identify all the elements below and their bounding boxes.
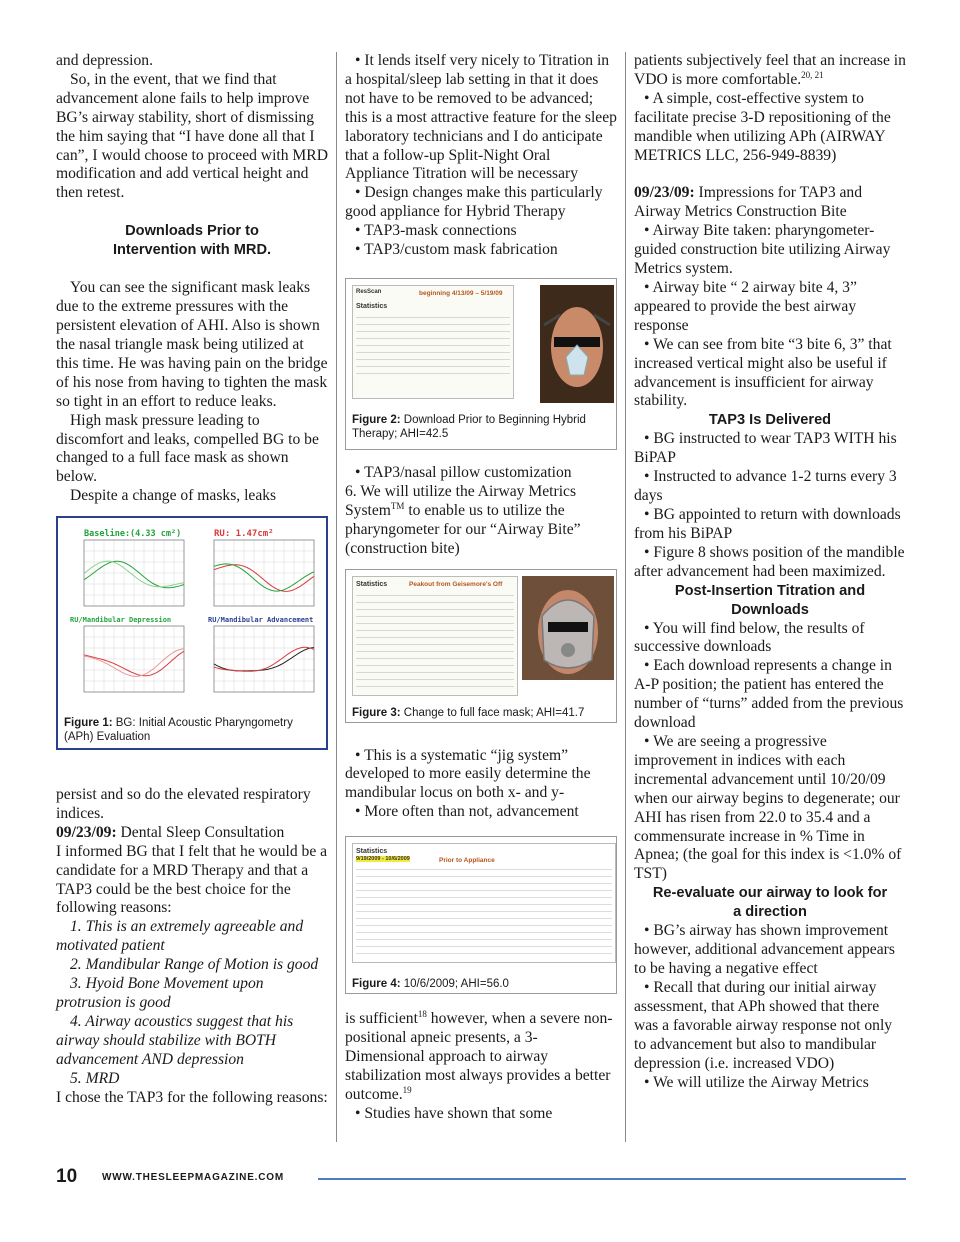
figure-2 (345, 278, 617, 450)
bullet: • BG instructed to wear TAP3 WITH his BiPAP (634, 430, 897, 467)
footer-url: WWW.THESLEEPMAGAZINE.COM (102, 1172, 284, 1183)
panel-title: RU: 1.47cm² (214, 529, 274, 540)
bullet: • We can see from bite “3 bite 6, 3” that increased vertical might also be useful if advancement is insufficient for airway stability. (634, 335, 892, 410)
panel-title: RU/Mandibular Advancement (208, 616, 314, 625)
paragraph: 09/23/09: Impressions for TAP3 and Airway Metrics Construction Bite (634, 184, 863, 221)
bullet: • Recall that during our initial airway assessment, that APh showed that there was a favorable airway response not only to advancement but also to mandibular depression (i.e. increased VDO) (634, 978, 893, 1072)
bullet: • This is a systematic “jig system” developed to more easily determine the mandibular locus on both x- and y- (345, 746, 591, 802)
reason: 4. Airway acoustics suggest that his airway should stabilize with BOTH advancement AND depression (56, 1012, 294, 1068)
patient-photo (522, 576, 614, 680)
bullet: • Design changes make this particularly good appliance for Hybrid Therapy (345, 184, 603, 221)
column-divider (336, 52, 337, 1142)
figure-caption: Figure 2: Download Prior to Beginning Hybrid Therapy; AHI=42.5 (352, 413, 586, 440)
bullet: • TAP3/custom mask fabrication (355, 241, 558, 259)
bullet: • BG appointed to return with downloads from his BiPAP (634, 505, 901, 542)
figure-caption: Figure 4: 10/6/2009; AHI=56.0 (352, 978, 509, 991)
paragraph: High mask pressure leading to discomfort and leaks, compelled BG to be changed to a full face mask as shown below. (56, 411, 319, 486)
paragraph: is sufficient$^{18}$ however, when a severe non-positional apneic presents, a 3-Dimensional approach to airway stabilization most always provides a better outcome.$^{19}$ (345, 1008, 613, 1103)
reason: 1. This is an extremely agreeable and motivated patient (56, 918, 304, 955)
bullet: • More often than not, advancement (355, 803, 579, 821)
paragraph: 6. We will utilize the Airway Metrics System™ to enable us to utilize the pharyngometer for our “Airway Bite” (construction bite) (345, 482, 581, 557)
paragraph: I chose the TAP3 for the following reasons: (56, 1088, 328, 1106)
paragraph: So, in the event, that we find that advancement alone fails to help improve BG’s airway stability, short of dismissing the him saying that “I have done all that I can”, I would choose to proceed with MRD modification and add vertical height and then retest. (56, 70, 328, 202)
bullet: • We are seeing a progressive improvement in indices with each incremental advancement until 10/20/09 when our airway begins to degenerate; our AHI has risen from 22.0 to 35.4 and a commensurate increase in % Time in Apnea; (the goal for this index is <1.0% of TST) (634, 733, 902, 883)
footer-rule (318, 1178, 906, 1180)
bullet: • We will utilize the Airway Metrics (644, 1073, 869, 1091)
figure-caption: Figure 1: BG: Initial Acoustic Pharyngometry (APh) Evaluation (64, 717, 293, 744)
section-heading: TAP3 Is Delivered (708, 412, 832, 429)
bullet: • Airway Bite taken: pharyngometer-guided construction bite utilizing Airway Metrics system. (634, 222, 891, 278)
download-report: Statistics 9/19/2009 - 10/6/2009 Prior to Appliance (352, 843, 616, 963)
bullet: • Figure 8 shows position of the mandible after advancement had been maximized. (634, 543, 905, 580)
figure-4 (345, 836, 617, 994)
download-report: Statistics Peakout from Geisemore's Off (352, 576, 518, 696)
paragraph: Despite a change of masks, leaks (70, 487, 277, 505)
paragraph: 09/23/09: Dental Sleep Consultation (56, 823, 285, 841)
bullet: • Instructed to advance 1-2 turns every 3 days (634, 468, 897, 505)
bullet: • TAP3-mask connections (355, 222, 517, 240)
section-heading: Re-evaluate our airway to look for a direction (652, 885, 888, 921)
page-number: 10 (56, 1166, 78, 1187)
panel-title: RU/Mandibular Depression (70, 616, 172, 625)
paragraph: and depression. (56, 52, 154, 69)
paragraph: persist and so do the elevated respiratory indices. (56, 786, 311, 822)
bullet: • TAP3/nasal pillow customization (355, 463, 572, 481)
column-2 (345, 52, 617, 1124)
section-heading: Downloads Prior to Intervention with MRD. (112, 223, 272, 259)
figure-caption: Figure 3: Change to full face mask; AHI=41.7 (352, 706, 585, 719)
bullet: • Airway bite “ 2 airway bite 4, 3” appeared to provide the best airway response (634, 278, 857, 334)
pharyngometry-graphs (64, 524, 320, 704)
bullet: • BG’s airway has shown improvement however, additional advancement appears to be having a negative effect (634, 922, 895, 978)
bullet: • A simple, cost-effective system to facilitate precise 3-D repositioning of the mandible when utilizing APh (AIRWAY METRICS LLC, 256-949-8839) (634, 89, 891, 164)
column-3 (634, 52, 906, 1092)
panel-title: Baseline:(4.33 cm²) (84, 529, 182, 540)
column-1 (56, 52, 328, 1107)
section-heading: Post-Insertion Titration and Downloads (674, 582, 866, 618)
download-report: ResScan Statistics beginning 4/13/09 – 5/19/09 (352, 285, 514, 399)
bullet: • Studies have shown that some (355, 1104, 553, 1122)
figure-1 (56, 516, 328, 750)
paragraph: patients subjectively feel that an increase in VDO is more comfortable.$^{20, 21}$ (634, 52, 906, 88)
column-divider (625, 52, 626, 1142)
bullet: • It lends itself very nicely to Titration in a hospital/sleep lab setting in that it does not have to be removed to be advanced; this is a most attractive feature for the sleep laboratory technicians and I do anticipate that a follow-up Split-Night Oral Appliance Titration will be necessary (345, 52, 617, 183)
bullet: • Each download represents a change in A-P position; the patient has entered the number of “turns” added from the previous download (634, 657, 904, 732)
reason: 3. Hyoid Bone Movement upon protrusion is good (56, 975, 264, 1011)
paragraph: You can see the significant mask leaks due to the extreme pressures with the persistent elevation of AHI. Also is shown the nasal triangle mask being utilized at this time. He was having pain on the bridge of his nose from having to tighten the mask so tight in an effort to reduce leaks. (56, 279, 328, 410)
reason: 2. Mandibular Range of Motion is good (70, 956, 319, 974)
paragraph: I informed BG that I felt that he would be a candidate for a MRD Therapy and that a TAP3 could be the best choice for the following reasons: (56, 842, 328, 917)
bullet: • You will find below, the results of successive downloads (634, 619, 865, 656)
figure-3 (345, 569, 617, 723)
patient-photo (540, 285, 614, 403)
reason: 5. MRD (70, 1069, 120, 1087)
